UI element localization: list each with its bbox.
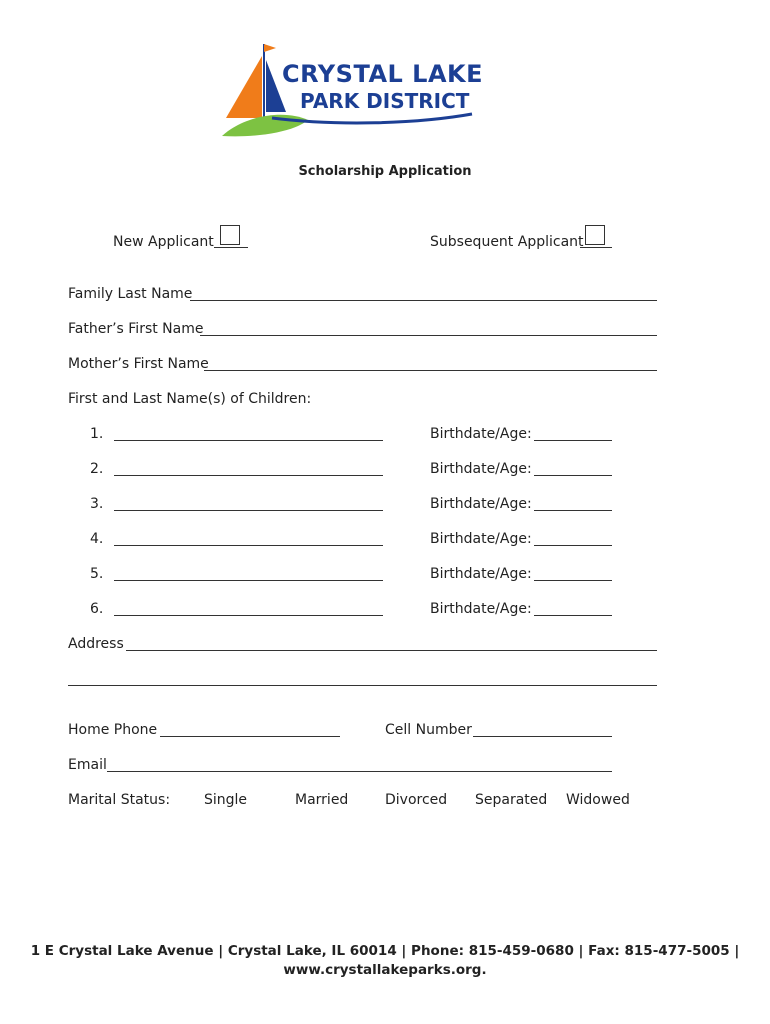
fathers-first-name-label: Father’s First Name [68, 321, 204, 337]
footer-website-link[interactable]: www.crystallakeparks.org. [283, 962, 487, 978]
subsequent-applicant-checkbox[interactable] [585, 225, 605, 245]
marital-option-widowed[interactable]: Widowed [566, 792, 630, 808]
family-last-name-field[interactable] [190, 300, 657, 301]
birthdate-label: Birthdate/Age: [430, 461, 532, 477]
footer-address-line: 1 E Crystal Lake Avenue | Crystal Lake, IL 60014 | Phone: 815-459-0680 | Fax: 815-477-5005 | [30, 943, 740, 959]
child-name-field[interactable] [114, 440, 383, 441]
child-number: 3. [90, 496, 104, 512]
child-number: 1. [90, 426, 104, 442]
email-label: Email [68, 757, 107, 773]
email-field[interactable] [107, 771, 612, 772]
family-last-name-label: Family Last Name [68, 286, 193, 302]
home-phone-label: Home Phone [68, 722, 158, 738]
crystal-lake-logo [216, 40, 484, 140]
child-number: 6. [90, 601, 104, 617]
birthdate-field[interactable] [534, 615, 612, 616]
child-name-field[interactable] [114, 580, 383, 581]
marital-status-label: Marital Status: [68, 792, 171, 808]
birthdate-field[interactable] [534, 440, 612, 441]
marital-option-divorced[interactable]: Divorced [385, 792, 448, 808]
birthdate-label: Birthdate/Age: [430, 601, 532, 617]
birthdate-label: Birthdate/Age: [430, 496, 532, 512]
logo-line-2: PARK DISTRICT [300, 89, 470, 113]
birthdate-label: Birthdate/Age: [430, 531, 532, 547]
cell-number-label: Cell Number [385, 722, 472, 738]
home-phone-field[interactable] [160, 736, 340, 737]
child-number: 2. [90, 461, 104, 477]
children-heading: First and Last Name(s) of Children: [68, 391, 312, 407]
child-name-field[interactable] [114, 475, 383, 476]
subsequent-applicant-line [580, 247, 612, 248]
new-applicant-label: New Applicant [113, 234, 214, 250]
birthdate-label: Birthdate/Age: [430, 426, 532, 442]
form-title: Scholarship Application [298, 164, 472, 179]
address-label: Address [68, 636, 124, 652]
address-field-line-1[interactable] [126, 650, 657, 651]
logo-line-1: CRYSTAL LAKE [282, 60, 484, 88]
birthdate-field[interactable] [534, 580, 612, 581]
cell-number-field[interactable] [473, 736, 612, 737]
subsequent-applicant-label: Subsequent Applicant [430, 234, 584, 250]
child-name-field[interactable] [114, 615, 383, 616]
birthdate-label: Birthdate/Age: [430, 566, 532, 582]
birthdate-field[interactable] [534, 545, 612, 546]
new-applicant-line [214, 247, 248, 248]
birthdate-field[interactable] [534, 510, 612, 511]
marital-option-single[interactable]: Single [204, 792, 248, 808]
child-name-field[interactable] [114, 510, 383, 511]
marital-option-married[interactable]: Married [295, 792, 349, 808]
child-name-field[interactable] [114, 545, 383, 546]
address-field-line-2[interactable] [68, 685, 657, 686]
footer [0, 942, 770, 980]
fathers-first-name-field[interactable] [200, 335, 657, 336]
marital-option-separated[interactable]: Separated [475, 792, 548, 808]
new-applicant-checkbox[interactable] [220, 225, 240, 245]
birthdate-field[interactable] [534, 475, 612, 476]
child-number: 4. [90, 531, 104, 547]
mothers-first-name-field[interactable] [204, 370, 657, 371]
child-number: 5. [90, 566, 104, 582]
mothers-first-name-label: Mother’s First Name [68, 356, 209, 372]
